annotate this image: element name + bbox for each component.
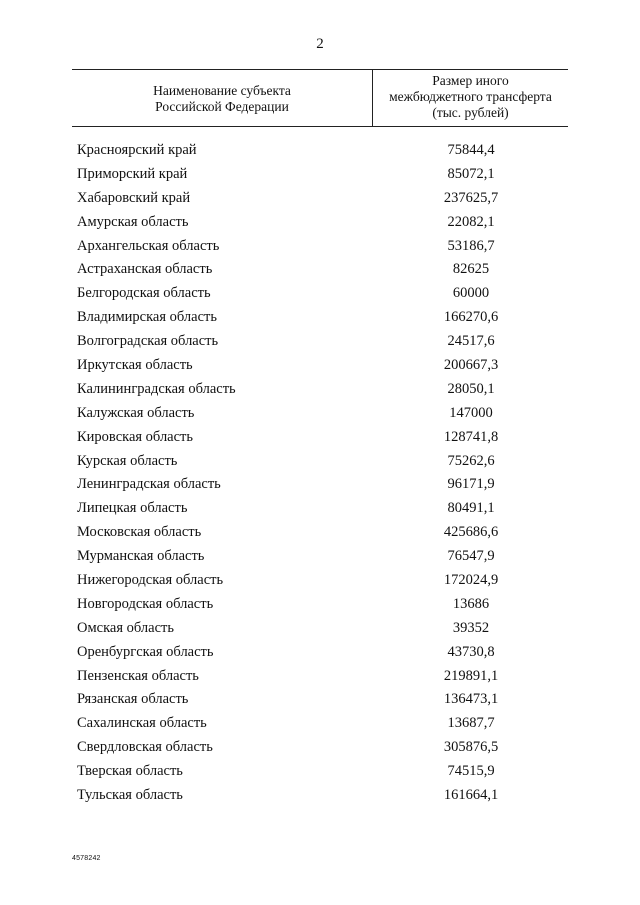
region-name: Оренбургская область: [77, 643, 214, 660]
table-row: [0, 712, 640, 736]
transfer-amount: 76547,9: [447, 548, 495, 565]
transfer-amount: 82625: [452, 261, 490, 278]
transfer-amount: 80491,1: [447, 500, 495, 517]
region-name: Белгородская область: [77, 285, 211, 302]
table-row: [0, 450, 640, 474]
transfer-amount: 24517,6: [447, 333, 495, 350]
region-name: Калужская область: [77, 404, 195, 421]
table-row: [0, 378, 640, 402]
table-row: [0, 426, 640, 450]
header-amount-line: (тыс. рублей): [432, 105, 509, 120]
table-row: [0, 665, 640, 689]
region-name: Новгородская область: [77, 595, 214, 612]
region-name: Ленинградская область: [77, 476, 221, 493]
table-row: [0, 330, 640, 354]
transfer-amount: 425686,6: [443, 524, 499, 541]
region-name: Астраханская область: [77, 261, 213, 278]
region-name: Кировская область: [77, 428, 194, 445]
region-name: Курская область: [77, 452, 178, 469]
transfer-amount: 161664,1: [443, 787, 499, 804]
table-row: [0, 497, 640, 521]
header-amount-column: [373, 73, 568, 121]
header-amount-line: межбюджетного трансферта: [389, 89, 552, 104]
table-row: [0, 187, 640, 211]
header-region-column: [72, 83, 372, 115]
transfer-amount: 200667,3: [443, 357, 499, 374]
table-row: [0, 473, 640, 497]
table-row: [0, 402, 640, 426]
transfer-amount: 28050,1: [447, 380, 495, 397]
region-name: Сахалинская область: [77, 715, 207, 732]
table-row: [0, 354, 640, 378]
table-row: [0, 306, 640, 330]
transfer-amount: 13686: [452, 595, 490, 612]
region-name: Липецкая область: [77, 500, 188, 517]
header-amount-line: Размер иного: [432, 73, 509, 88]
region-name: Тверская область: [77, 763, 183, 780]
table-row: [0, 569, 640, 593]
transfer-amount: 96171,9: [447, 476, 495, 493]
transfer-amount: 147000: [449, 404, 493, 421]
table-row: [0, 211, 640, 235]
region-name: Мурманская область: [77, 548, 205, 565]
table-body: [0, 139, 640, 808]
transfer-amount: 60000: [452, 285, 490, 302]
region-name: Волгоградская область: [77, 333, 219, 350]
region-name: Владимирская область: [77, 309, 217, 326]
table-row: [0, 139, 640, 163]
transfer-amount: 128741,8: [443, 428, 499, 445]
table-row: [0, 235, 640, 259]
transfer-amount: 13687,7: [447, 715, 495, 732]
transfer-amount: 237625,7: [443, 189, 499, 206]
region-name: Свердловская область: [77, 739, 213, 756]
region-name: Амурская область: [77, 213, 189, 230]
transfer-amount: 39352: [452, 619, 490, 636]
table-row: [0, 163, 640, 187]
region-name: Рязанская область: [77, 691, 189, 708]
header-region-line: Российской Федерации: [155, 99, 289, 114]
table-row: [0, 688, 640, 712]
region-name: Московская область: [77, 524, 202, 541]
transfer-amount: 136473,1: [443, 691, 499, 708]
region-name: Нижегородская область: [77, 572, 224, 589]
transfer-amount: 74515,9: [447, 763, 495, 780]
transfer-amount: 85072,1: [447, 165, 495, 182]
table-row: [0, 784, 640, 808]
transfer-amount: 219891,1: [443, 667, 499, 684]
region-name: Пензенская область: [77, 667, 199, 684]
transfer-amount: 305876,5: [443, 739, 499, 756]
transfer-amount: 22082,1: [447, 213, 495, 230]
transfer-amount: 43730,8: [447, 643, 495, 660]
page-number: 2: [316, 36, 324, 52]
transfer-amount: 53186,7: [447, 237, 495, 254]
transfer-amount: 75262,6: [447, 452, 495, 469]
table-row: [0, 760, 640, 784]
region-name: Красноярский край: [77, 142, 197, 158]
region-name: Тульская область: [77, 787, 183, 804]
transfer-amount: 75844,4: [447, 142, 495, 158]
table-row: [0, 258, 640, 282]
region-name: Архангельская область: [77, 237, 220, 254]
table-row: [0, 545, 640, 569]
transfer-amount: 166270,6: [443, 309, 499, 326]
region-name: Приморский край: [77, 165, 188, 182]
table-header: [72, 69, 568, 127]
table-row: [0, 617, 640, 641]
table-row: [0, 736, 640, 760]
region-name: Омская область: [77, 619, 174, 636]
table-row: [0, 593, 640, 617]
region-name: Иркутская область: [77, 357, 193, 374]
table-row: [0, 282, 640, 306]
header-region-line: Наименование субъекта: [153, 83, 291, 98]
document-id: 4578242: [72, 855, 101, 862]
region-name: Хабаровский край: [77, 189, 191, 206]
region-name: Калининградская область: [77, 380, 236, 397]
table-row: [0, 641, 640, 665]
table-row: [0, 521, 640, 545]
transfer-amount: 172024,9: [443, 572, 499, 589]
